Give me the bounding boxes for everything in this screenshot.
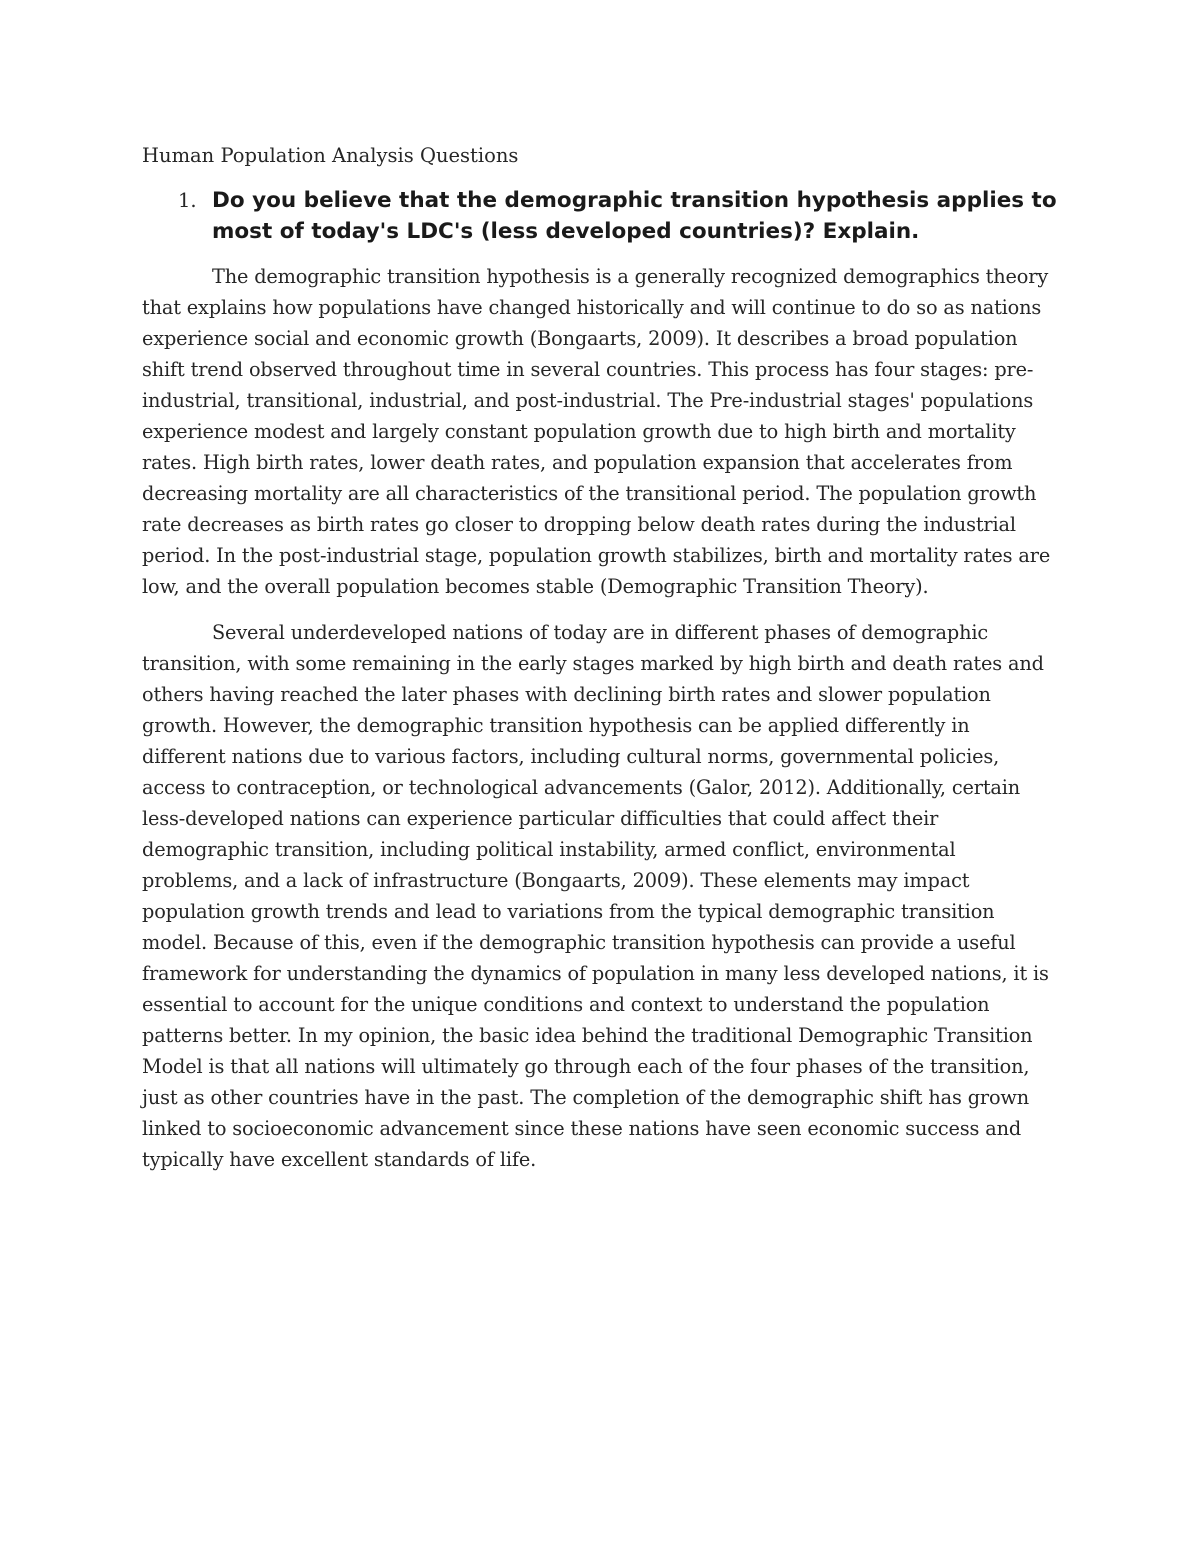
question-item [142,185,1057,247]
document-title: Human Population Analysis Questions [142,144,519,167]
question-number: 1. [178,189,197,212]
question-text: Do you believe that the demographic transition hypothesis applies to most of today's LDC's (less developed countries)? Explain. [212,188,1057,244]
document-body [142,140,1057,1190]
answer-paragraph-1: The demographic transition hypothesis is a generally recognized demographics theory that explains how populations have changed historically and will continue to do so as nations experience social and economic growth (Bongaarts, 2009). It describes a broad population shift trend observed throughout time in several countries. This process has four stages: pre-industrial, transitional, industrial, and post-industrial. The Pre-industrial stages' populations experience modest and largely constant population growth due to high birth and mortality rates. High birth rates, lower death rates, and population expansion that accelerates from decreasing mortality are all characteristics of the transitional period. The population growth rate decreases as birth rates go closer to dropping below death rates during the industrial period. In the post-industrial stage, population growth stabilizes, birth and mortality rates are low, and the overall population becomes stable (Demographic Transition Theory). [142,265,1051,598]
answer-paragraph-2: Several underdeveloped nations of today are in different phases of demographic transition, with some remaining in the early stages marked by high birth and death rates and others having reached the later phases with declining birth rates and slower population growth. However, the demographic transition hypothesis can be applied differently in different nations due to various factors, including cultural norms, governmental policies, access to contraception, or technological advancements (Galor, 2012). Additionally, certain less-developed nations can experience particular difficulties that could affect their demographic transition, including political instability, armed conflict, environmental problems, and a lack of infrastructure (Bongaarts, 2009). These elements may impact population growth trends and lead to variations from the typical demographic transition model. Because of this, even if the demographic transition hypothesis can provide a useful framework for understanding the dynamics of population in many less developed nations, it is essential to account for the unique conditions and context to understand the population patterns better. In my opinion, the basic idea behind the traditional Demographic Transition Model is that all nations will ultimately go through each of the four phases of the transition, just as other countries have in the past. The completion of the demographic shift has grown linked to socioeconomic advancement since these nations have seen economic success and typically have excellent standards of life. [142,621,1049,1171]
